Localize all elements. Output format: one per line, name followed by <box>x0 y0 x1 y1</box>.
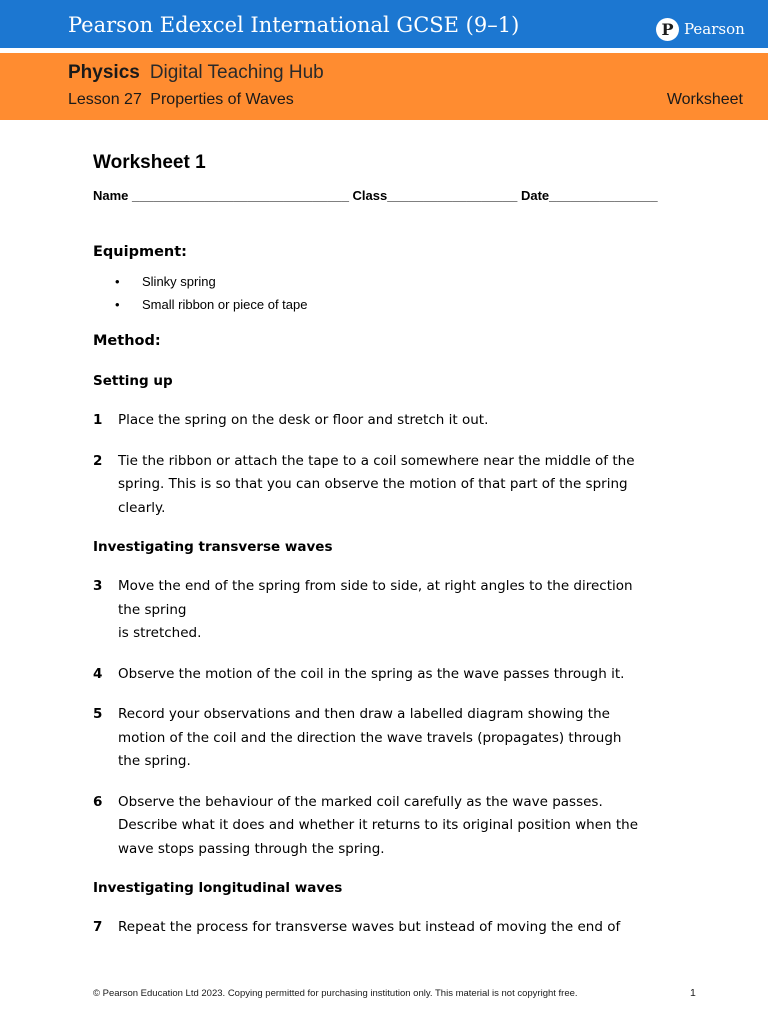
step-number: 6 <box>93 793 103 810</box>
steps-transverse <box>93 575 673 861</box>
step-line: Place the spring on the desk or floor and stretch it out. <box>118 412 489 428</box>
pearson-logo <box>656 17 745 41</box>
section-heading-longitudinal: Investigating longitudinal waves <box>93 880 343 896</box>
step-6 <box>93 791 673 862</box>
worksheet-title: Worksheet 1 <box>93 152 206 173</box>
step-line: spring. This is so that you can observe the motion of that part of the spring <box>118 476 628 492</box>
subject-line <box>68 62 324 84</box>
steps-setting-up <box>93 409 673 520</box>
lesson-label: Lesson 27 <box>68 91 142 108</box>
pearson-logo-icon: P <box>656 18 679 41</box>
hub-name: Digital Teaching Hub <box>149 62 324 83</box>
step-line: Record your observations and then draw a labelled diagram showing the <box>118 706 610 722</box>
bullet-icon: • <box>115 297 120 312</box>
list-item <box>93 270 673 293</box>
sheet-type-label: Worksheet <box>666 91 743 108</box>
step-3 <box>93 575 673 646</box>
step-number: 3 <box>93 578 103 594</box>
step-line: Tie the ribbon or attach the tape to a coil somewhere near the middle of the <box>118 452 635 469</box>
step-line: Move the end of the spring from side to side, at right angles to the direction <box>118 578 633 594</box>
lesson-line <box>68 91 294 109</box>
equipment-heading: Equipment: <box>93 244 187 260</box>
lesson-topic: Properties of Waves <box>150 91 294 108</box>
step-number: 1 <box>93 412 103 428</box>
equipment-list <box>93 270 673 316</box>
step-number: 4 <box>93 665 103 682</box>
subject-name: Physics <box>68 62 140 83</box>
list-item <box>93 293 673 316</box>
worksheet-body <box>93 150 673 940</box>
step-line: Repeat the process for transverse waves but instead of moving the end of <box>118 919 621 935</box>
step-number: 2 <box>93 452 103 469</box>
method-heading: Method: <box>93 333 161 349</box>
steps-longitudinal <box>93 916 673 940</box>
equipment-item: Slinky spring <box>142 274 216 289</box>
step-line: wave stops passing through the spring. <box>118 840 385 857</box>
bullet-icon: • <box>115 274 120 289</box>
step-number: 7 <box>93 919 103 935</box>
step-line: the spring <box>118 601 187 618</box>
copyright-footer: © Pearson Education Ltd 2023. Copying permitted for purchasing institution only. This material is not copyright free. <box>93 988 578 999</box>
step-line: Describe what it does and whether it returns to its original position when the <box>118 817 639 833</box>
section-heading-transverse: Investigating transverse waves <box>93 539 333 555</box>
step-line: the spring. <box>118 753 191 769</box>
qualification-title: Pearson Edexcel International GCSE (9–1) <box>68 13 520 37</box>
step-line: is stretched. <box>118 625 202 641</box>
step-1 <box>93 409 673 433</box>
step-5 <box>93 703 673 774</box>
step-line: Observe the behaviour of the marked coil carefully as the wave passes. <box>118 793 603 810</box>
name-class-date-line: Name ______________________________ Class__________________ Date_______________ <box>93 188 658 203</box>
page-number: 1 <box>690 987 696 999</box>
step-4 <box>93 663 673 687</box>
equipment-item: Small ribbon or piece of tape <box>142 297 308 312</box>
step-7 <box>93 916 673 940</box>
section-heading-setting-up: Setting up <box>93 373 173 389</box>
step-2 <box>93 450 673 521</box>
step-number: 5 <box>93 706 103 722</box>
step-line: clearly. <box>118 499 166 516</box>
pearson-logo-text: Pearson <box>684 20 745 38</box>
step-line: Observe the motion of the coil in the spring as the wave passes through it. <box>118 665 625 682</box>
step-line: motion of the coil and the direction the wave travels (propagates) through <box>118 729 622 746</box>
